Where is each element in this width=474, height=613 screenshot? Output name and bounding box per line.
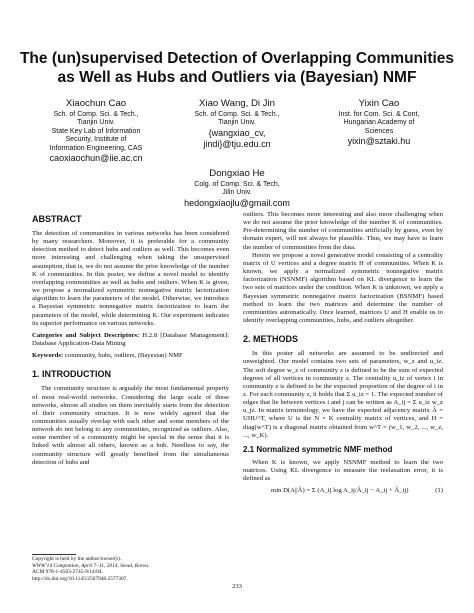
author-block-4 bbox=[160, 168, 314, 209]
footnote-line: Copyright is held by the author/owner(s). bbox=[32, 556, 122, 562]
author-email[interactable]: yixin@sztaki.hu bbox=[347, 136, 411, 147]
right-paragraph-2: Herein we propose a novel generative model consisting of a centrality matrix of U vertices and a degree matrix H of communities. When K is known, we apply a normalized symmetric nonnegative matrix factorization (NSNMF) algorithm based on KL divergence to learn the two sets of matrices under the condition. When K is unknown, we apply a Bayesian symmetric nonnegative matrix factorization (BSNMF) based method to learn the two matrices and determine the number of communities automatically. Once learned, matrices U and H enable us to identify overlapping communities, hubs, and outliers altogether. bbox=[243, 251, 443, 325]
keywords-line bbox=[32, 352, 229, 360]
author-name: Dongxiao He bbox=[209, 168, 265, 179]
author-affiliation: Inst. for Com. Sci. & Cont, bbox=[338, 110, 420, 118]
title-line-2: as Well as Hubs and Outliers via (Bayesian) NMF bbox=[57, 68, 417, 86]
author-affiliation: Tianjin Univ. bbox=[218, 119, 256, 127]
author-affiliation: Sch. of Comp. Sci. & Tech., bbox=[53, 110, 139, 118]
author-block-2 bbox=[165, 98, 309, 150]
methods-paragraph: In this poster all networks are assumed to be undirected and unweighted. Our model contains two sets of parameters, w_z and u_iz. The soft degree w_z of community z is defined to be the sum of expected degrees of all vertices in community z. The centrality u_iz of vertex i in community z is defined to be the expected proportion of the degree of i in z. For each community z, it holds that Σ u_iz = 1. The expected number of edges that lie between vertices i and j can be written as A_ij = Σ u_iz w_z u_jz. In matrix terminology, we have the expected adjacency matrix Â = UHU^T, where U is the N × K centrality matrix of vertices, and H = diag(w^T) is a diagonal matrix obtained from w^T = (w_1, w_2, ..., w_z, ..., w_K). bbox=[243, 350, 443, 439]
paper-title bbox=[0, 50, 474, 87]
author-affiliation: Hungarian Academy of bbox=[343, 119, 415, 127]
categories-line bbox=[32, 332, 229, 348]
methods-heading: 2. METHODS bbox=[243, 334, 299, 345]
equation-number: (1) bbox=[435, 487, 443, 495]
categories-text: H.2.8 [Database Management]: Database Application-Data Mining bbox=[32, 331, 229, 348]
author-affiliation: Security, Institute of bbox=[65, 136, 127, 144]
subsection-paragraph: When K is known, we apply NSNMF method to learn the two matrices. Using KL divergence to measure the reelaxation error, it is defined as bbox=[243, 458, 443, 483]
equation-1 bbox=[243, 487, 443, 495]
intro-text: The community structure is arguably the most fundamental property of most real-world networks. Considering the large scale of these networks, almost all studies on them inevitably starts from the detection of their community structure. It is now widely agreed that the communities usually overlap with each other and some members of the network do not belong to any communities, recognized as outliers. Also, some member of a community might be special in the sense that it is linked with almost all others, known as a hub. Needless to say, the community structure will greatly benefited from the simultaneous detection of hubs and bbox=[32, 385, 229, 466]
author-block-3 bbox=[305, 98, 453, 147]
keywords-label: Keywords: bbox=[32, 352, 64, 360]
right-paragraph-1: outliers. This becomes more interesting and also more challenging when we do not assume the prior knowledge of the number K of communities. Pre-determining the number of communities artificially by guess, even by domain expert, will not always be plausible. Thus, we may have to learn the number of communities from the data. bbox=[243, 211, 443, 251]
footnote-line: WWW'14 Companion, April 7–11, 2014, Seoul, Korea. bbox=[32, 562, 150, 569]
right-column bbox=[243, 211, 443, 496]
author-affiliation: State Key Lab of Information bbox=[51, 127, 141, 135]
author-name: Xiaochun Cao bbox=[65, 98, 127, 109]
author-email[interactable]: {wangxiao_cv, bbox=[208, 127, 266, 138]
page-number: 233 bbox=[232, 583, 242, 590]
author-name: Xiao Wang, Di Jin bbox=[199, 98, 275, 109]
author-email[interactable]: jindi}@tju.edu.cn bbox=[203, 138, 271, 149]
author-email[interactable]: caoxiaochun@iie.ac.cn bbox=[49, 153, 143, 164]
left-column bbox=[32, 210, 229, 467]
intro-heading: 1. INTRODUCTION bbox=[32, 369, 112, 380]
keywords-text: community, hubs, outliers, (Bayesian) NMF bbox=[64, 352, 183, 360]
title-line-1: The (un)supervised Detection of Overlapping Communities bbox=[19, 50, 455, 67]
author-name: Yixin Cao bbox=[358, 98, 400, 109]
author-email[interactable]: hedongxiaojlu@gmail.com bbox=[184, 197, 290, 208]
author-affiliation: Information Engineering, CAS bbox=[49, 144, 143, 152]
subsection-heading: 2.1 Normalized symmetric NMF method bbox=[243, 444, 393, 454]
footnote-line: ACM 978-1-4503-2745-9/14/04. bbox=[32, 569, 103, 576]
author-affiliation: Tianjin Univ. bbox=[77, 119, 115, 127]
author-affiliation: Jilin Univ. bbox=[222, 189, 252, 197]
author-affiliation: Sciences bbox=[364, 127, 394, 135]
categories-label: Categories and Subject Descriptors: bbox=[32, 331, 140, 339]
author-affiliation: Sch. of Comp. Sci. & Tech., bbox=[194, 110, 280, 118]
footnote-link[interactable]: http://dx.doi.org/10.1145/2567948.2577307. bbox=[32, 575, 128, 582]
abstract-text: The detection of communities in various networks has been considered by many researchers. Moreover, it is preferable for a community detection method to detect hubs and outliers as well. This becomes even more interesting and challenging when taking the unsupervised assumption, that is, we do not assume the prior knowledge of the number K of communities. In this poster, we define a novel model to identify overlapping communities as well as hubs and outliers. When K is given, we propose a normalized symmetric nonnegative matrix factorization algorithm to learn the parameters of the model. Otherwise, we introduce a Bayesian symmetric nonnegative matrix factorization to learn the parameters of the model, while determining K. Our experiment indicates its superior performance on various networks. bbox=[32, 230, 229, 327]
author-affiliation: Colg. of Comp. Sci. & Tech, bbox=[194, 180, 280, 188]
footnote-rule bbox=[32, 554, 76, 555]
abstract-heading: ABSTRACT bbox=[32, 214, 82, 224]
equation-body: min D(A||Â) = Σ (A_ij log A_ij/Â_ij − A_ij + Â_ij) bbox=[271, 487, 409, 495]
author-block-1 bbox=[22, 98, 170, 164]
copyright-footnote bbox=[32, 556, 232, 582]
